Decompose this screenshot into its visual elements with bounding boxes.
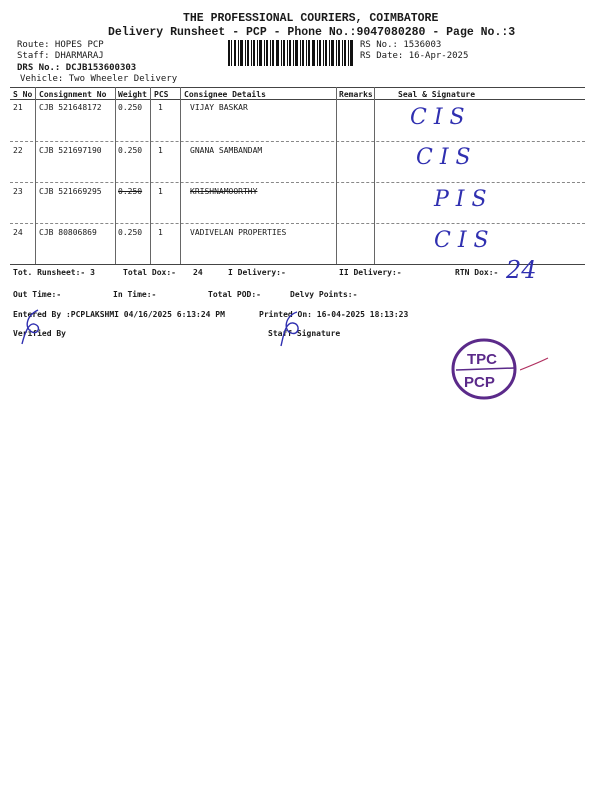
handwritten-seal: C I S (416, 145, 471, 170)
row-consignment: CJB 521648172 (39, 103, 102, 112)
handwritten-seal: P I S (434, 187, 487, 212)
barcode-graphic (228, 40, 354, 66)
drs-number: DRS No.: DCJB153600303 (17, 63, 137, 73)
row-divider (10, 141, 585, 142)
col-header-seal: Seal & Signature (398, 90, 476, 99)
table-header-rule (10, 99, 585, 100)
row-pcs: 1 (158, 146, 163, 155)
row-sno: 22 (13, 146, 23, 155)
handwritten-rtn-count: 24 (506, 256, 537, 284)
row-consignee: GNANA SAMBANDAM (190, 146, 263, 155)
column-separator (336, 87, 337, 264)
runsheet-subtitle: Delivery Runsheet - PCP - Phone No.:9047080280 - Page No.:3 (108, 26, 516, 39)
staff-signature: Staff Signature (268, 329, 341, 338)
table-bottom-rule (10, 264, 585, 265)
row-divider (10, 223, 585, 224)
stamp-top-text: TPC (467, 351, 497, 368)
handwritten-seal: C I S (434, 228, 489, 253)
col-header-consignee: Consignee Details (184, 90, 266, 99)
verifier-signature-mark (18, 306, 48, 346)
delvy-points: Delvy Points:- (290, 290, 358, 299)
handwritten-seal: C I S (410, 105, 465, 130)
printed-on: Printed On: 16-04-2025 18:13:23 (259, 310, 409, 319)
row-consignment: CJB 521669295 (39, 187, 102, 196)
total-dox-value: 24 (193, 268, 203, 277)
row-consignment: CJB 80806869 (39, 228, 97, 237)
staff-label: Staff: DHARMARAJ (17, 51, 104, 61)
col-header-pcs: PCS (154, 90, 169, 99)
row-weight: 0.250 (118, 228, 143, 237)
col-header-remarks: Remarks (339, 90, 373, 99)
row-weight: 0.250 (118, 103, 143, 112)
row-weight: 0.250 (118, 187, 143, 196)
column-separator (115, 87, 116, 264)
rs-number: RS No.: 1536003 (360, 40, 442, 50)
staff-signature-mark (275, 308, 311, 348)
company-title: THE PROFESSIONAL COURIERS, COIMBATORE (183, 12, 439, 25)
row-consignee: VIJAY BASKAR (190, 103, 248, 112)
total-pod: Total POD:- (208, 290, 261, 299)
out-time: Out Time:- (13, 290, 62, 299)
rs-date: RS Date: 16-Apr-2025 (360, 51, 469, 61)
row-weight: 0.250 (118, 146, 143, 155)
column-separator (150, 87, 151, 264)
row-sno: 23 (13, 187, 23, 196)
vehicle-label: Vehicle: Two Wheeler Delivery (20, 74, 178, 84)
row-sno: 21 (13, 103, 23, 112)
tpc-pcp-stamp (450, 337, 520, 401)
in-time: In Time:- (113, 290, 157, 299)
column-separator (180, 87, 181, 264)
stamp-graphic (450, 337, 522, 401)
col-header-consignment: Consignment No (39, 90, 107, 99)
row-consignment: CJB 521697190 (39, 146, 102, 155)
stamp-tail-mark (520, 356, 550, 372)
ii-delivery: II Delivery:- (339, 268, 402, 277)
entered-by: Entered By :PCPLAKSHMI 04/16/2025 6:13:24 PM (13, 310, 225, 319)
col-header-sno: S No (13, 90, 33, 99)
column-separator (374, 87, 375, 264)
row-pcs: 1 (158, 228, 163, 237)
verified-by: Verified By (13, 329, 66, 338)
stamp-bottom-text: PCP (464, 374, 495, 391)
row-divider (10, 182, 585, 183)
column-separator (35, 87, 36, 264)
route-label: Route: HOPES PCP (17, 40, 104, 50)
row-sno: 24 (13, 228, 23, 237)
barcode (228, 40, 354, 66)
total-dox-label: Total Dox:- (123, 268, 176, 277)
rtn-dox: RTN Dox:- (455, 268, 499, 277)
row-pcs: 1 (158, 187, 163, 196)
i-delivery: I Delivery:- (228, 268, 286, 277)
row-pcs: 1 (158, 103, 163, 112)
row-consignee: KRISHNAMOORTHY (190, 187, 258, 196)
table-top-rule (10, 87, 585, 88)
row-consignee: VADIVELAN PROPERTIES (190, 228, 287, 237)
total-runsheet: Tot. Runsheet:- 3 (13, 268, 95, 277)
col-header-weight: Weight (118, 90, 147, 99)
